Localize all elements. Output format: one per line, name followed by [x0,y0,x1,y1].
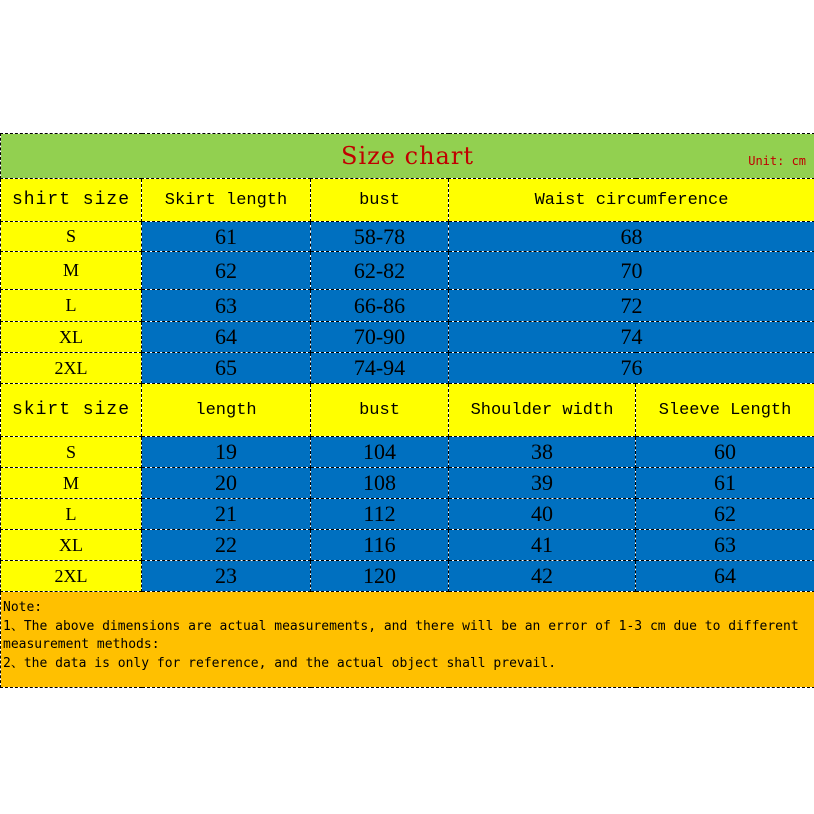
bust-value: 104 [311,437,449,468]
size-label: XL [1,530,142,561]
length-value: 19 [142,437,311,468]
table-row [1,222,814,252]
shoulder-value: 39 [449,468,636,499]
notes-row [1,592,814,688]
bust-value: 74-94 [311,353,449,384]
note-item: 1、The above dimensions are actual measurements, and there will be an error of 1-3 cm due to different measurement methods: [3,618,799,652]
header-bust: bust [311,384,449,437]
bust-value: 108 [311,468,449,499]
sleeve-value: 64 [636,561,814,592]
header-shoulder-width: Shoulder width [449,384,636,437]
bust-value: 62-82 [311,252,449,290]
unit-label: Unit: cm [748,154,807,168]
table-row [1,252,814,290]
header-shirt-size: shirt size [1,179,142,222]
header-bust: bust [311,179,449,222]
bust-value: 120 [311,561,449,592]
waist-value: 74 [449,322,814,353]
sleeve-value: 61 [636,468,814,499]
length-value: 23 [142,561,311,592]
size-label: M [1,468,142,499]
size-label: M [1,252,142,290]
header-skirt-length: Skirt length [142,179,311,222]
table-row [1,468,814,499]
sleeve-value: 62 [636,499,814,530]
length-value: 61 [142,222,311,252]
length-value: 64 [142,322,311,353]
length-value: 21 [142,499,311,530]
size-label: 2XL [1,561,142,592]
chart-title: Size chart [341,142,474,170]
bust-value: 70-90 [311,322,449,353]
table-row [1,353,814,384]
header-sleeve-length: Sleeve Length [636,384,814,437]
size-label: XL [1,322,142,353]
header-skirt-size: skirt size [1,384,142,437]
table-row [1,290,814,322]
waist-value: 70 [449,252,814,290]
notes-box [1,592,814,688]
table-row [1,437,814,468]
sleeve-value: 63 [636,530,814,561]
size-label: L [1,290,142,322]
shoulder-value: 40 [449,499,636,530]
notes-heading: Note: [3,600,43,615]
table-row [1,561,814,592]
length-value: 63 [142,290,311,322]
waist-value: 76 [449,353,814,384]
table-row [1,530,814,561]
size-label: 2XL [1,353,142,384]
table-row [1,499,814,530]
size-label: S [1,222,142,252]
length-value: 22 [142,530,311,561]
waist-value: 72 [449,290,814,322]
header-length: length [142,384,311,437]
shoulder-value: 38 [449,437,636,468]
shoulder-value: 42 [449,561,636,592]
length-value: 62 [142,252,311,290]
bust-value: 66-86 [311,290,449,322]
shirt-header-row [1,179,814,222]
bust-value: 112 [311,499,449,530]
size-label: L [1,499,142,530]
title-bar [1,134,814,179]
header-waist-circumference: Waist circumference [449,179,814,222]
length-value: 65 [142,353,311,384]
sleeve-value: 60 [636,437,814,468]
table-row [1,322,814,353]
length-value: 20 [142,468,311,499]
size-label: S [1,437,142,468]
bust-value: 58-78 [311,222,449,252]
note-item: 2、the data is only for reference, and the actual object shall prevail. [3,655,557,671]
skirt-header-row [1,384,814,437]
size-chart-table [0,133,814,688]
bust-value: 116 [311,530,449,561]
shoulder-value: 41 [449,530,636,561]
waist-value: 68 [449,222,814,252]
